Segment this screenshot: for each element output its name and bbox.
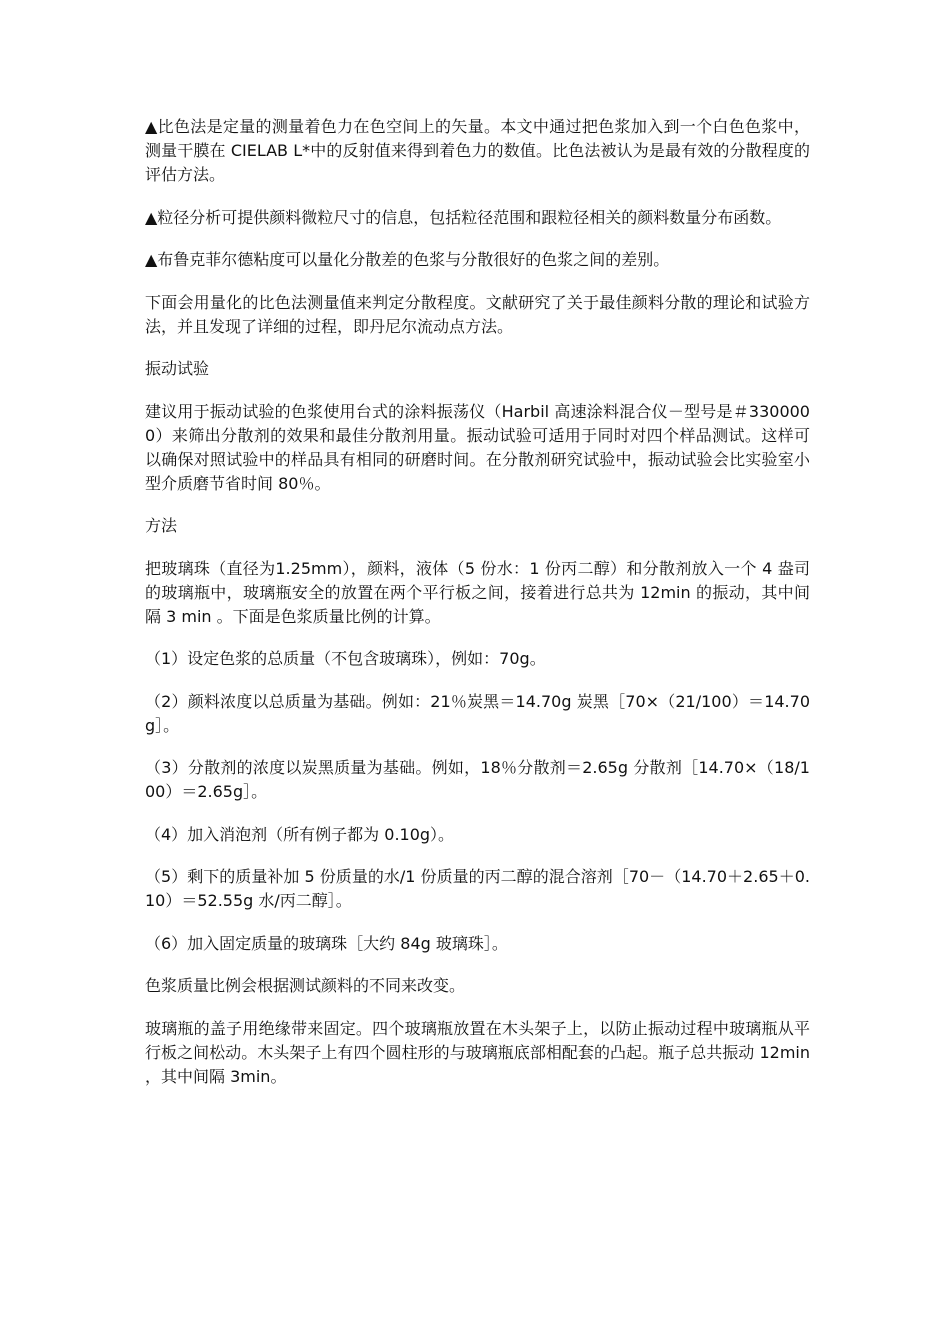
section-heading-method: 方法	[145, 516, 178, 535]
step-5: （5）剩下的质量补加 5 份质量的水/1 份质量的丙二醇的混合溶剂［70－（14.70＋2.65＋0.10）＝52.55g 水/丙二醇］。	[145, 867, 810, 910]
paragraph-ratio-note: 色浆质量比例会根据测试颜料的不同来改变。	[145, 976, 466, 995]
document-body	[145, 115, 810, 1107]
paragraph-intro: 下面会用量化的比色法测量值来判定分散程度。文献研究了关于最佳颜料分散的理论和试验方法，并且发现了详细的过程，即丹尼尔流动点方法。	[145, 292, 810, 336]
section-heading-shake-test: 振动试验	[145, 359, 210, 378]
paragraph-particle-size: ▲粒径分析可提供颜料微粒尺寸的信息，包括粒径范围和跟粒径相关的颜料数量分布函数。	[145, 207, 782, 227]
paragraph-shake-test: 建议用于振动试验的色浆使用台式的涂料振荡仪（Harbil 高速涂料混合仪－型号是＃3300000）来筛出分散剂的效果和最佳分散剂用量。振动试验可适用于同时对四个样品测试。这样可以确保对照试验中的样品具有相同的研磨时间。在分散剂研究试验中，振动试验会比实验室小型介质磨节省时间 80％。	[145, 401, 810, 493]
step-3: （3）分散剂的浓度以炭黑质量为基础。例如，18％分散剂＝2.65g 分散剂［14.70×（18/100）＝2.65g］。	[145, 758, 810, 801]
paragraph-bottle-fixing: 玻璃瓶的盖子用绝缘带来固定。四个玻璃瓶放置在木头架子上，以防止振动过程中玻璃瓶从平行板之间松动。木头架子上有四个圆柱形的与玻璃瓶底部相配套的凸起。瓶子总共振动 12min ，其中间隔 3min。	[145, 1018, 810, 1086]
paragraph-colorimetry: ▲比色法是定量的测量着色力在色空间上的矢量。本文中通过把色浆加入到一个白色色浆中，测量干膜在 CIELAB L*中的反射值来得到着色力的数值。比色法被认为是最有效的分散程度的评估方法。	[145, 117, 810, 184]
step-4: （4）加入消泡剂（所有例子都为 0.10g）。	[145, 824, 455, 844]
step-1: （1）设定色浆的总质量（不包含玻璃珠），例如：70g。	[145, 649, 546, 668]
paragraph-method: 把玻璃珠（直径为1.25mm），颜料，液体（5 份水：1 份丙二醇）和分散剂放入一个 4 盎司的玻璃瓶中，玻璃瓶安全的放置在两个平行板之间，接着进行总共为 12min 的振动，其中间隔 3 min 。下面是色浆质量比例的计算。	[145, 558, 810, 626]
paragraph-brookfield: ▲布鲁克菲尔德粘度可以量化分散差的色浆与分散很好的色浆之间的差别。	[145, 250, 670, 269]
step-6: （6）加入固定质量的玻璃珠［大约 84g 玻璃珠］。	[145, 933, 508, 953]
step-2: （2）颜料浓度以总质量为基础。例如：21％炭黑＝14.70g 炭黑［70×（21/100）＝14.70g］。	[145, 691, 810, 735]
